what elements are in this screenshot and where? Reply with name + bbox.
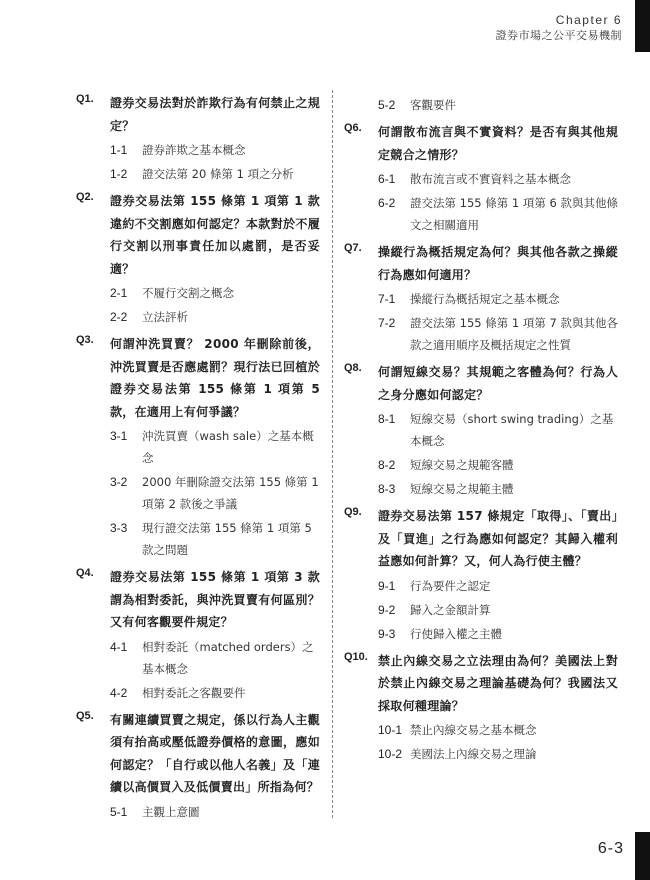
page-number: 6-3 [597, 840, 624, 857]
subtopic-text: 行使歸入權之主體 [410, 626, 502, 641]
question-number: Q9. [344, 506, 362, 518]
subtopic-item [378, 408, 618, 452]
subtopic-number: 6-1 [378, 172, 396, 186]
subtopic-number: 4-2 [110, 685, 128, 700]
subtopic-item [378, 192, 618, 236]
subtopic-text: 美國法上內線交易之理論 [410, 747, 537, 761]
question-text: 何謂短線交易？其規範之客體為何？行為人之身分應如何認定？ [378, 365, 618, 402]
subtopic-number: 3-2 [110, 475, 128, 489]
subtopic-item [110, 636, 320, 680]
subtopic-item [110, 282, 320, 304]
subtopic-number: 9-2 [378, 602, 396, 617]
subtopic-text: 證交法第 155 條第 1 項第 7 款與其他各款之適用順序及概括規定之性質 [410, 316, 619, 352]
question-block [76, 92, 320, 185]
subtopic-number: 10-2 [378, 747, 403, 761]
subtopic-number: 8-2 [378, 458, 396, 472]
chapter-title: 證券市場之公平交易機制 [495, 29, 622, 42]
question-text: 有關連續買賣之規定，係以行為人主觀須有抬高或壓低證券價格的意圖，應如何認定？「自行或以他人名義」及「連續以高價買入及低價賣出」所指為何？ [110, 712, 320, 794]
subtopic-number: 3-1 [110, 429, 128, 443]
subtopic-item [378, 599, 618, 621]
subtopic-number: 8-3 [378, 482, 396, 496]
chapter-label: Chapter 6 [555, 13, 622, 27]
question-block [76, 709, 320, 823]
running-header [322, 12, 622, 43]
subtopic-item [378, 478, 618, 500]
subtopic-number: 7-2 [378, 316, 396, 330]
question-block [76, 190, 320, 328]
question-block [76, 566, 320, 704]
question-text: 何謂沖洗買賣？ 2000 年刪除前後，沖洗買賣是否應處罰？現行法已回植於證券交易法第 155 條第 1 項第 5 款，在適用上有何爭議？ [110, 337, 320, 419]
subtopic-text: 相對委託之客觀要件 [142, 685, 246, 700]
subtopic-item [110, 163, 320, 185]
subtopic-number: 5-2 [378, 98, 396, 112]
subtopic-item [110, 471, 320, 515]
right-column [344, 92, 618, 770]
question-block [344, 121, 618, 236]
subtopic-text: 客觀要件 [410, 98, 456, 112]
subtopic-item [378, 623, 618, 645]
question-text: 證券交易法第 155 條第 1 項第 3 款謂為相對委託，與沖洗買賣有何區別？又有何客觀要件規定？ [110, 570, 320, 629]
subtopic-number: 2-1 [110, 286, 128, 300]
subtopic-number: 1-1 [110, 143, 128, 157]
subtopic-text: 立法評析 [142, 310, 188, 324]
page-tab-marker [635, 832, 650, 880]
subtopic-item [378, 743, 618, 765]
left-column [76, 92, 320, 828]
subtopic-text: 不履行交割之概念 [142, 286, 234, 300]
subtopic-item [378, 288, 618, 310]
question-number: Q7. [344, 242, 362, 254]
subtopic-text: 操縱行為概括規定之基本概念 [410, 292, 560, 306]
subtopic-item [110, 517, 320, 561]
subtopic-text: 沖洗買賣（wash sale）之基本概念 [142, 429, 314, 465]
question-block [76, 333, 320, 561]
question-block [344, 505, 618, 645]
subtopic-text: 短線交易之規範客體 [410, 458, 514, 472]
subtopic-text: 散布流言或不實資料之基本概念 [410, 172, 571, 186]
question-text: 何謂散布流言與不實資料？是否有與其他規定競合之情形？ [378, 125, 618, 162]
question-text: 操縱行為概括規定為何？與其他各款之操縱行為應如何適用？ [378, 245, 618, 282]
subtopic-item [110, 682, 320, 704]
question-text: 禁止內線交易之立法理由為何？美國法上對於禁止內線交易之理論基礎為何？我國法又採取何種理論？ [378, 653, 618, 713]
question-number: Q2. [76, 191, 94, 203]
subtopic-text: 短線交易之規範主體 [410, 482, 514, 496]
subtopic-text: 證券詐欺之基本概念 [142, 143, 246, 157]
subtopic-text: 相對委託（matched orders）之基本概念 [142, 639, 314, 676]
question-number: Q1. [76, 93, 94, 105]
question-block [344, 241, 618, 356]
question-text: 證券交易法對於詐欺行為有何禁止之規定？ [110, 96, 320, 133]
subtopic-item [110, 425, 320, 469]
question-text: 證券交易法第 157 條規定「取得」、「賣出」及「買進」之行為應如何認定？其歸入權利益應如何計算？又，何人為行使主體？ [378, 509, 618, 568]
question-number: Q4. [76, 567, 94, 579]
subtopic-text: 2000 年刪除證交法第 155 條第 1 項第 2 款後之爭議 [142, 475, 319, 511]
subtopic-text: 主觀上意圖 [142, 804, 200, 819]
subtopic-number: 2-2 [110, 310, 128, 324]
subtopic-item [378, 575, 618, 597]
subtopic-item [378, 168, 618, 190]
subtopic-item [378, 719, 618, 741]
subtopic-text: 行為要件之認定 [410, 578, 491, 593]
subtopic-number: 8-1 [378, 412, 396, 426]
question-block [344, 361, 618, 500]
subtopic-item [110, 306, 320, 328]
subtopic-item [378, 94, 618, 116]
question-number: Q5. [76, 709, 94, 722]
chapter-tab-marker [635, 0, 650, 52]
subtopic-item [110, 801, 320, 823]
subtopic-item [110, 139, 320, 161]
question-number: Q10. [344, 650, 368, 663]
question-number: Q6. [344, 122, 362, 134]
subtopic-text: 證交法第 20 條第 1 項之分析 [142, 167, 294, 181]
subtopic-text: 現行證交法第 155 條第 1 項第 5 款之問題 [142, 521, 312, 557]
subtopic-text: 歸入之金額計算 [410, 602, 491, 617]
question-text: 證券交易法第 155 條第 1 項第 1 款違約不交割應如何認定？本款對於不履行交割以刑事責任加以處罰，是否妥適？ [110, 194, 320, 276]
subtopic-text: 禁止內線交易之基本概念 [410, 723, 537, 737]
subtopic-item [378, 454, 618, 476]
question-block [344, 94, 618, 116]
subtopic-item [378, 312, 618, 356]
subtopic-number: 3-3 [110, 521, 128, 535]
subtopic-text: 短線交易（short swing trading）之基本概念 [410, 412, 614, 448]
subtopic-text: 證交法第 155 條第 1 項第 6 款與其他條文之相關適用 [410, 196, 619, 232]
subtopic-number: 9-1 [378, 578, 396, 593]
subtopic-number: 9-3 [378, 626, 396, 641]
question-number: Q3. [76, 334, 94, 346]
subtopic-number: 10-1 [378, 723, 403, 737]
subtopic-number: 6-2 [378, 196, 396, 210]
question-block [344, 650, 618, 766]
column-divider [332, 90, 333, 818]
subtopic-number: 7-1 [378, 292, 396, 306]
subtopic-number: 4-1 [110, 639, 128, 654]
subtopic-number: 5-1 [110, 804, 128, 819]
question-number: Q8. [344, 362, 362, 374]
subtopic-number: 1-2 [110, 167, 128, 181]
